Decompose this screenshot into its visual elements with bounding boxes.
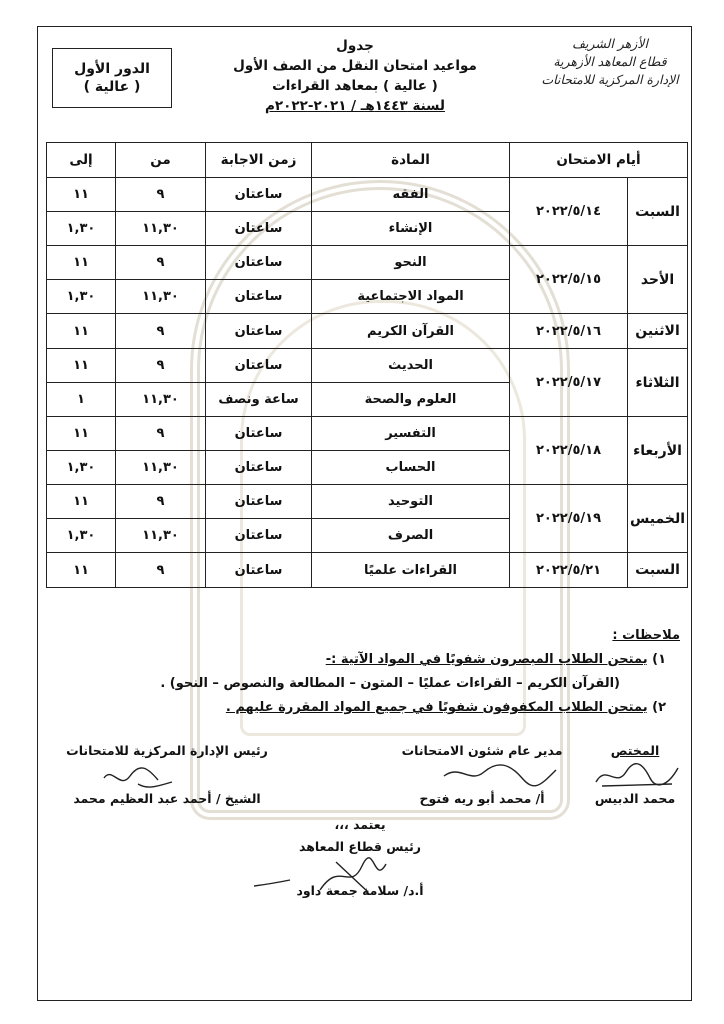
to-cell-value: ١ — [47, 382, 115, 416]
approval-text: يعتمد ،،، — [334, 817, 386, 832]
note-item — [40, 696, 680, 720]
subject-cell-value: الحديث — [388, 358, 433, 373]
from-cell-value: ١١,٣٠ — [116, 279, 205, 313]
to-cell — [47, 553, 116, 588]
to-cell-value: ١١ — [73, 255, 89, 270]
to-cell — [47, 349, 116, 417]
duration-cell — [206, 246, 312, 314]
sector-name: أ.د/ سلامة جمعة داود — [296, 883, 424, 898]
central-handwritten-signature — [98, 764, 178, 792]
org-line: الأزهر الشريف — [572, 36, 648, 51]
from-cell — [116, 178, 206, 246]
notes-section — [40, 624, 680, 720]
table-row — [47, 417, 688, 485]
table-row — [47, 314, 688, 349]
to-cell — [47, 417, 116, 485]
from-cell-value: ١١,٣٠ — [116, 211, 205, 245]
duration-cell-value: ساعتان — [206, 450, 311, 484]
from-cell-value: ٩ — [156, 494, 165, 509]
date-cell: ٢٠٢٢/٥/٢١ — [510, 553, 628, 588]
duration-cell-value: ساعتان — [206, 518, 311, 552]
duration-cell-value: ساعتان — [234, 494, 283, 509]
day-cell: السبت — [628, 178, 688, 246]
subject-cell-value: الصرف — [312, 518, 509, 552]
duration-cell-value: ساعتان — [234, 187, 283, 202]
subject-cell-value: التفسير — [385, 426, 436, 441]
to-cell-value: ١,٣٠ — [47, 211, 115, 245]
header-from: من — [116, 143, 206, 178]
from-cell — [116, 417, 206, 485]
day-cell: الأحد — [628, 246, 688, 314]
duration-cell — [206, 349, 312, 417]
subject-cell-value: المواد الاجتماعية — [312, 279, 509, 313]
note-subtext: (القرآن الكريم – القراءات عمليًا – المتون – المطالعة والنصوص – النحو) . — [160, 676, 620, 691]
table-row — [47, 178, 688, 246]
subject-cell-value: القرآن الكريم — [367, 323, 454, 339]
header-duration: زمن الاجابة — [206, 143, 312, 178]
duration-cell — [206, 178, 312, 246]
date-cell: ٢٠٢٢/٥/١٥ — [510, 246, 628, 314]
date-cell: ٢٠٢٢/٥/١٦ — [510, 314, 628, 349]
subject-cell-value: النحو — [394, 255, 427, 270]
header-subject: المادة — [312, 143, 510, 178]
org-line: قطاع المعاهد الأزهرية — [553, 54, 667, 69]
from-cell-value: ٩ — [156, 358, 165, 373]
table-row — [47, 553, 688, 588]
from-cell — [116, 349, 206, 417]
to-cell — [47, 314, 116, 349]
from-cell — [116, 485, 206, 553]
duration-cell — [206, 417, 312, 485]
to-cell-value: ١١ — [73, 426, 89, 441]
duration-cell-value: ساعتان — [206, 279, 311, 313]
to-cell-value: ١١ — [73, 187, 89, 202]
day-cell: الاثنين — [628, 314, 688, 349]
from-cell-value: ٩ — [156, 255, 165, 270]
subject-cell-value: الإنشاء — [312, 211, 509, 245]
to-cell-value: ١,٣٠ — [47, 279, 115, 313]
to-cell — [47, 178, 116, 246]
duration-cell-value: ساعة ونصف — [206, 382, 311, 416]
date-cell: ٢٠٢٢/٥/١٧ — [510, 349, 628, 417]
duration-cell-value: ساعتان — [234, 358, 283, 373]
duration-cell — [206, 485, 312, 553]
round-box — [52, 48, 172, 108]
to-cell-value: ١١ — [73, 358, 89, 373]
duration-cell-value: ساعتان — [234, 426, 283, 441]
day-cell: السبت — [628, 553, 688, 588]
gm-handwritten-signature — [440, 760, 560, 790]
central-title: رئيس الإدارة المركزية للامتحانات — [66, 743, 268, 758]
table-row — [47, 246, 688, 314]
subject-cell — [312, 314, 510, 349]
table-row — [47, 349, 688, 417]
organization-header — [540, 35, 680, 89]
from-cell — [116, 246, 206, 314]
table-body — [47, 178, 688, 588]
sector-handwritten-signature — [250, 856, 390, 896]
note-text: يمتحن الطلاب المبصرون شفويًا في المواد الآتية :- — [325, 652, 648, 667]
gm-name: أ/ محمد أبو ريه فتوح — [419, 791, 545, 806]
from-cell — [116, 553, 206, 588]
note-text: يمتحن الطلاب المكفوفون شفويًا في جميع المواد المقررة عليهم . — [225, 700, 648, 715]
header-days: أيام الامتحان — [510, 143, 688, 178]
day-cell: الثلاثاء — [628, 349, 688, 417]
subject-cell-value: العلوم والصحة — [312, 382, 509, 416]
to-cell-value: ١١ — [73, 562, 89, 578]
note-item — [40, 648, 680, 672]
specialist-name: محمد الدبيس — [594, 791, 676, 806]
notes-heading: ملاحظات : — [612, 628, 680, 643]
note-number: ١) — [652, 652, 666, 667]
to-cell — [47, 246, 116, 314]
subject-cell-value: الحساب — [312, 450, 509, 484]
note-number: ٢) — [652, 700, 666, 715]
level-label: ( عالية ) — [83, 79, 141, 95]
central-name: الشيخ / أحمد عبد العظيم محمد — [73, 791, 261, 806]
to-cell-value: ١,٣٠ — [47, 450, 115, 484]
from-cell-value: ٩ — [156, 323, 165, 339]
duration-cell — [206, 314, 312, 349]
date-cell: ٢٠٢٢/٥/١٨ — [510, 417, 628, 485]
subject-cell — [312, 246, 510, 314]
sector-title: رئيس قطاع المعاهد — [299, 839, 421, 854]
from-cell-value: ١١,٣٠ — [116, 450, 205, 484]
to-cell-value: ١,٣٠ — [47, 518, 115, 552]
title-line: لسنة ١٤٤٣هـ / ٢٠٢١-٢٠٢٢م — [265, 98, 445, 114]
org-line: الإدارة المركزية للامتحانات — [541, 72, 679, 87]
duration-cell-value: ساعتان — [206, 211, 311, 245]
table-row — [47, 485, 688, 553]
gm-title: مدير عام شئون الامتحانات — [401, 743, 563, 758]
title-line: جدول — [336, 38, 374, 54]
from-cell-value: ١١,٣٠ — [116, 382, 205, 416]
subject-cell — [312, 417, 510, 485]
exam-schedule-table — [46, 142, 688, 588]
from-cell-value: ٩ — [156, 426, 165, 441]
duration-cell-value: ساعتان — [234, 562, 283, 578]
day-cell: الخميس — [628, 485, 688, 553]
to-cell-value: ١١ — [73, 323, 89, 339]
specialist-title: المختص — [610, 743, 660, 758]
specialist-handwritten-signature — [592, 760, 682, 792]
document-title — [225, 36, 485, 116]
round-label: الدور الأول — [74, 61, 150, 77]
subject-cell-value: القراءات علميًا — [363, 562, 458, 578]
subject-cell-value: الفقه — [392, 187, 429, 202]
to-cell — [47, 485, 116, 553]
date-cell: ٢٠٢٢/٥/١٩ — [510, 485, 628, 553]
subject-cell — [312, 485, 510, 553]
subject-cell — [312, 553, 510, 588]
from-cell — [116, 314, 206, 349]
date-cell: ٢٠٢٢/٥/١٤ — [510, 178, 628, 246]
duration-cell — [206, 553, 312, 588]
subject-cell — [312, 349, 510, 417]
subject-cell — [312, 178, 510, 246]
title-line: ( عالية ) بمعاهد القراءات — [272, 78, 438, 94]
title-line: مواعيد امتحان النقل من الصف الأول — [233, 58, 477, 74]
duration-cell-value: ساعتان — [234, 255, 283, 270]
day-cell: الأربعاء — [628, 417, 688, 485]
from-cell-value: ٩ — [156, 187, 165, 202]
to-cell-value: ١١ — [73, 494, 89, 509]
header-to: إلى — [47, 143, 116, 178]
table-header-row — [47, 143, 688, 178]
subject-cell-value: التوحيد — [388, 494, 433, 509]
from-cell-value: ٩ — [156, 562, 165, 578]
duration-cell-value: ساعتان — [234, 323, 283, 339]
from-cell-value: ١١,٣٠ — [116, 518, 205, 552]
